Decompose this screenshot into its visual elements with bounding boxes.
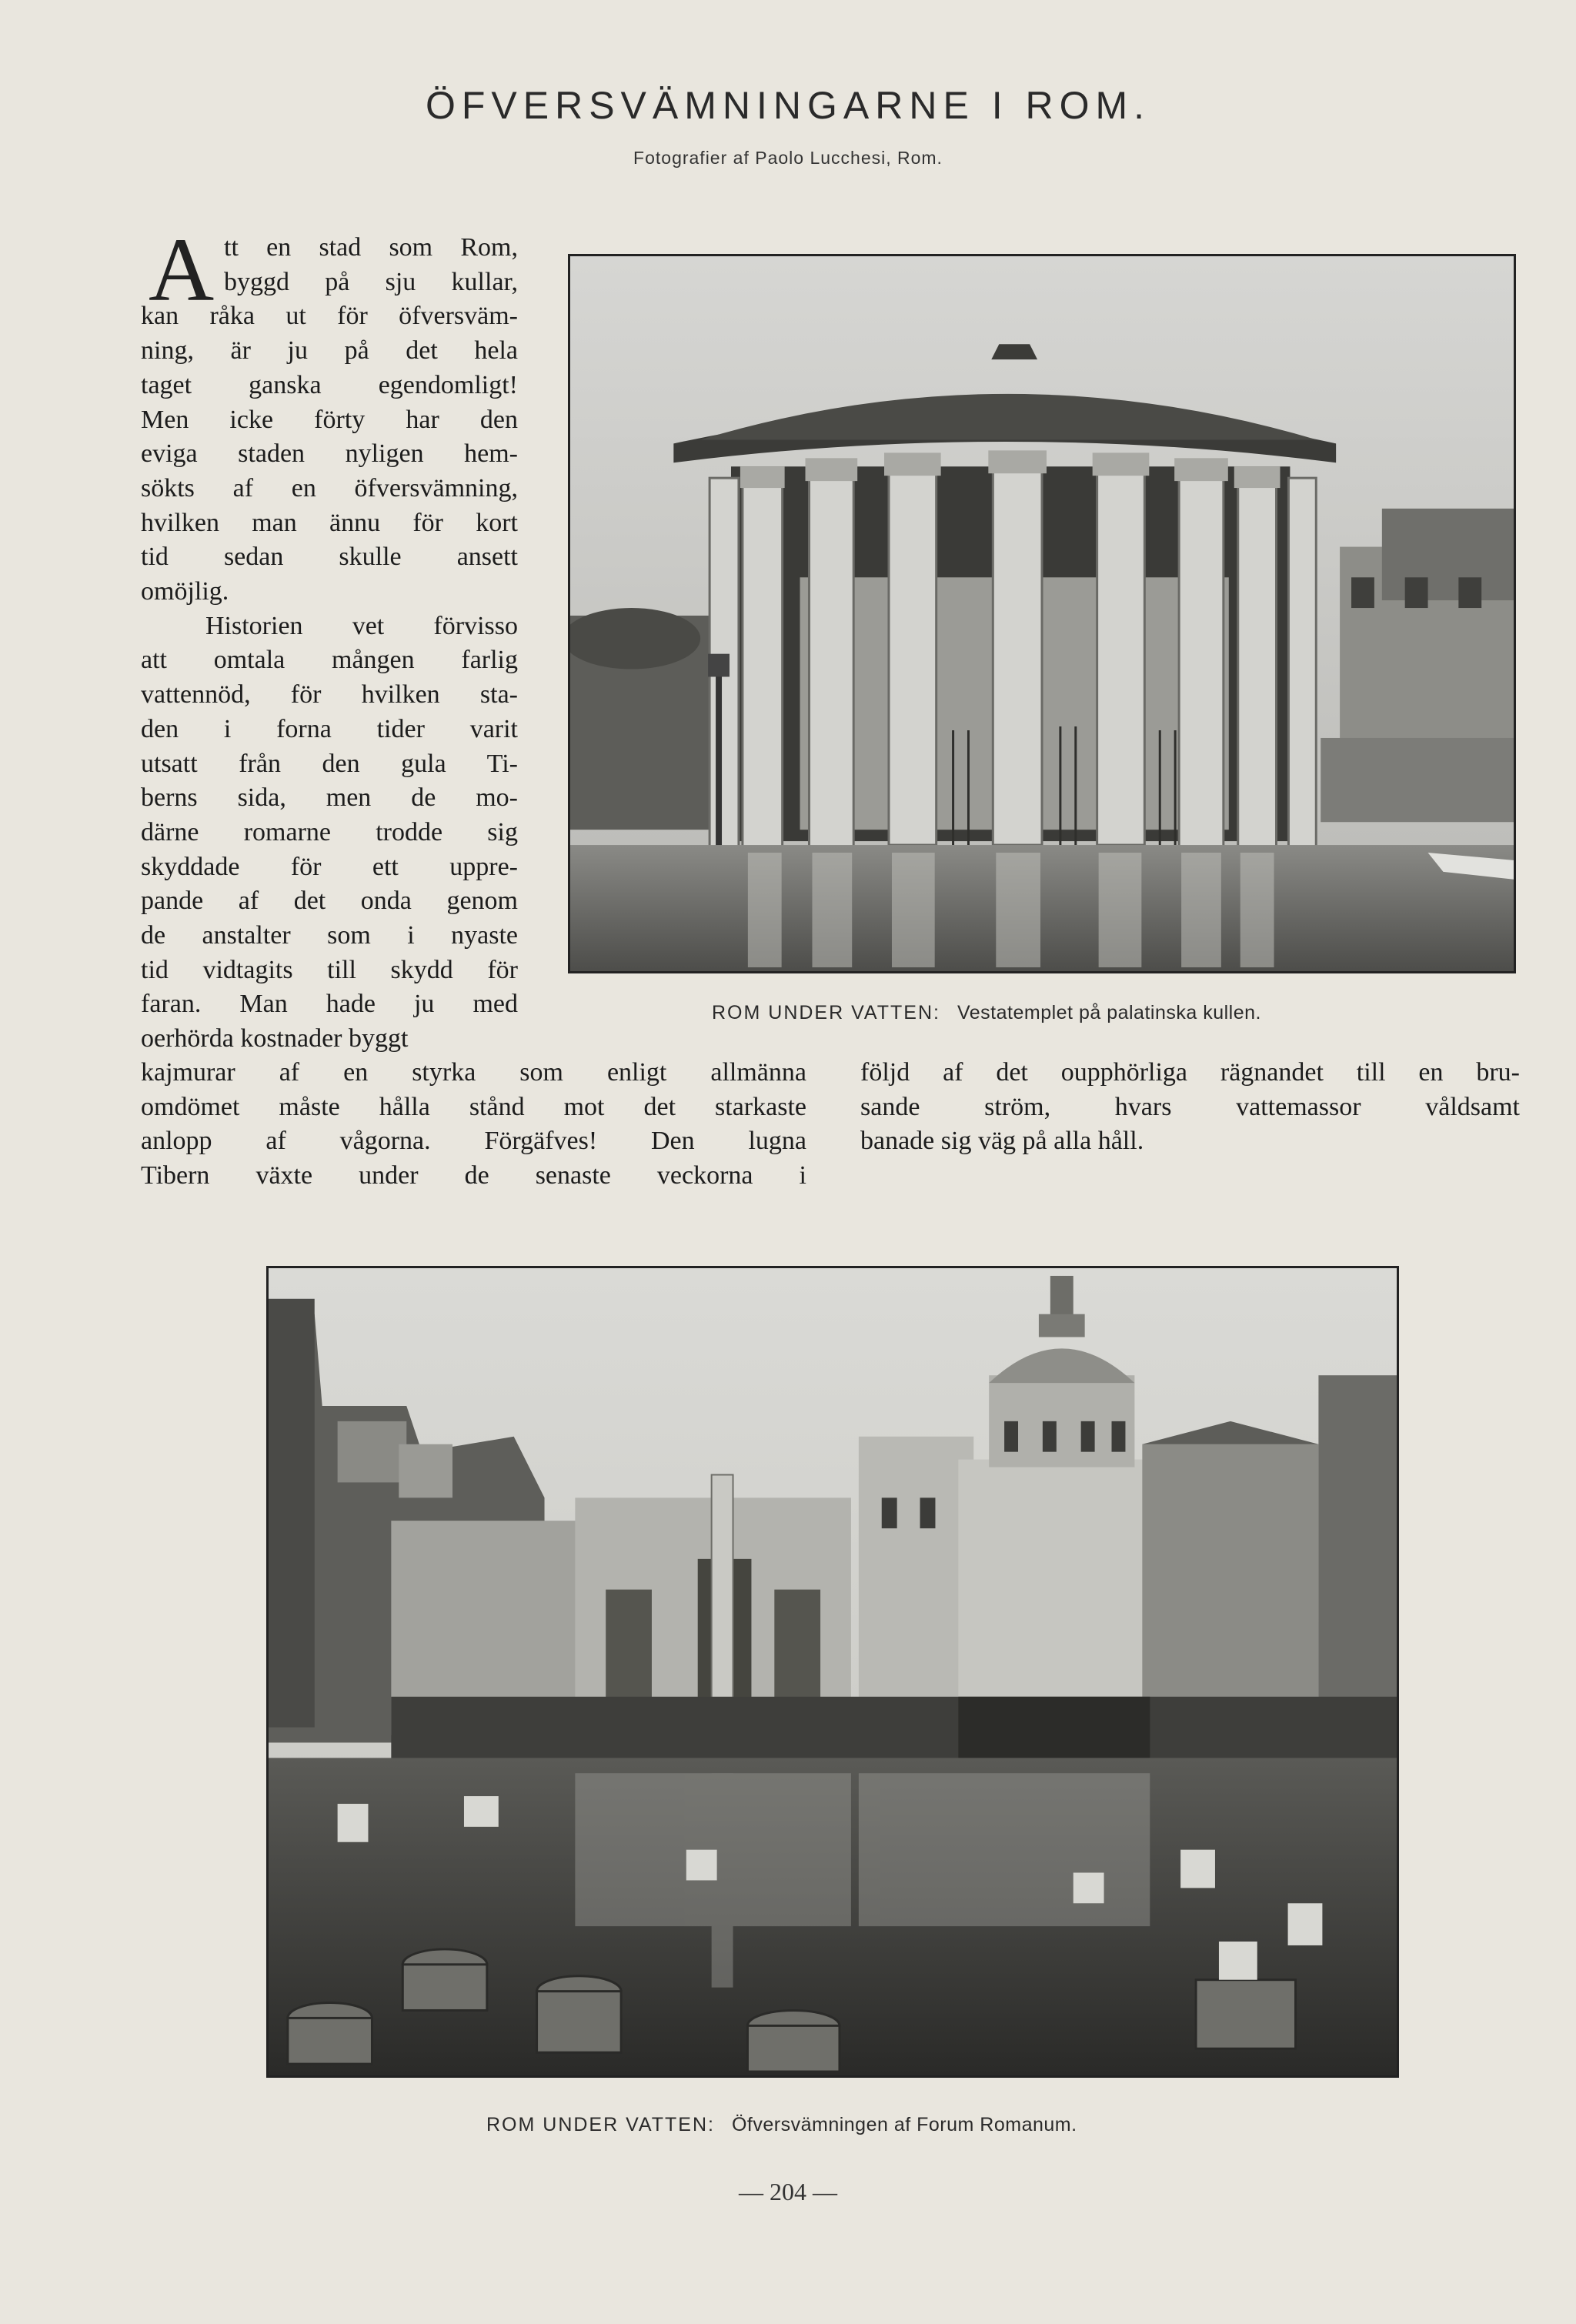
caption-label: ROM UNDER VATTEN: <box>712 1002 940 1023</box>
figure-caption-1 <box>712 1002 1261 1024</box>
photo-credit: Fotografier af Paolo Lucchesi, Rom. <box>633 148 943 168</box>
text-line: tid vidtagits till skydd för <box>141 955 518 984</box>
drop-cap: A <box>149 219 215 320</box>
text-line: byggd på sju kullar, <box>224 267 518 296</box>
caption-label: ROM UNDER VATTEN: <box>486 2114 715 2135</box>
text-line: Men icke förty har den <box>141 405 518 434</box>
text-line: ning, är ju på det hela <box>141 336 518 366</box>
text-line: sande ström, hvars vattemassor våldsamt <box>860 1092 1520 1121</box>
text-line: tid sedan skulle ansett <box>141 543 518 572</box>
text-line: Historien vet förvisso <box>205 611 518 640</box>
article-left-column <box>141 1056 806 1194</box>
figure-caption-2 <box>486 2114 1077 2136</box>
text-line: Tibern växte under de senaste veckorna i <box>141 1161 806 1190</box>
text-line: faran. Man hade ju med <box>141 990 518 1019</box>
text-line: kajmurar af en styrka som enligt allmänna <box>141 1058 806 1087</box>
forum-photo-illustration <box>269 1268 1397 2075</box>
article-title: ÖFVERSVÄMNINGARNE I ROM. <box>425 84 1151 127</box>
text-line: eviga staden nyligen hem- <box>141 439 518 469</box>
text-line: berns sida, men de mo- <box>141 783 518 813</box>
text-line: vattennöd, för hvilken sta- <box>141 680 518 710</box>
text-line: de anstalter som i nyaste <box>141 921 518 950</box>
text-line: pande af det onda genom <box>141 887 518 916</box>
text-line: följd af det oupphörliga rägnandet till en bru- <box>860 1058 1520 1087</box>
text-line: skyddade för ett uppre- <box>141 852 518 881</box>
text-line: den i forna tider varit <box>141 714 518 743</box>
article-right-column <box>860 1056 1520 1159</box>
text-line: utsatt från den gula Ti- <box>141 749 518 778</box>
text-line: sökts af en öfversvämning, <box>141 473 518 503</box>
text-line: hvilken man ännu för kort <box>141 508 518 537</box>
photo-temple-of-vesta <box>568 254 1516 973</box>
page-number: — 204 — <box>739 2178 837 2205</box>
temple-photo-illustration <box>570 256 1514 971</box>
text-line: banade sig väg på alla håll. <box>860 1127 1144 1156</box>
text-line: kan råka ut för öfversväm- <box>141 302 518 331</box>
text-line: anlopp af vågorna. Förgäfves! Den lugna <box>141 1127 806 1156</box>
article-intro-column <box>141 219 518 1057</box>
text-line: tt en stad som Rom, <box>224 233 518 262</box>
text-line: oerhörda kostnader byggt <box>141 1024 409 1053</box>
caption-text: Öfversvämningen af Forum Romanum. <box>731 2114 1077 2135</box>
text-line: taget ganska egendomligt! <box>141 370 518 399</box>
text-line: därne romarne trodde sig <box>141 817 518 846</box>
text-line: omdömet måste hålla stånd mot det starkaste <box>141 1092 806 1121</box>
text-line: omöjlig. <box>141 577 229 606</box>
caption-text: Vestatemplet på palatinska kullen. <box>957 1002 1261 1023</box>
photo-forum-romanum <box>266 1266 1399 2078</box>
text-line: att omtala mången farlig <box>141 646 518 675</box>
